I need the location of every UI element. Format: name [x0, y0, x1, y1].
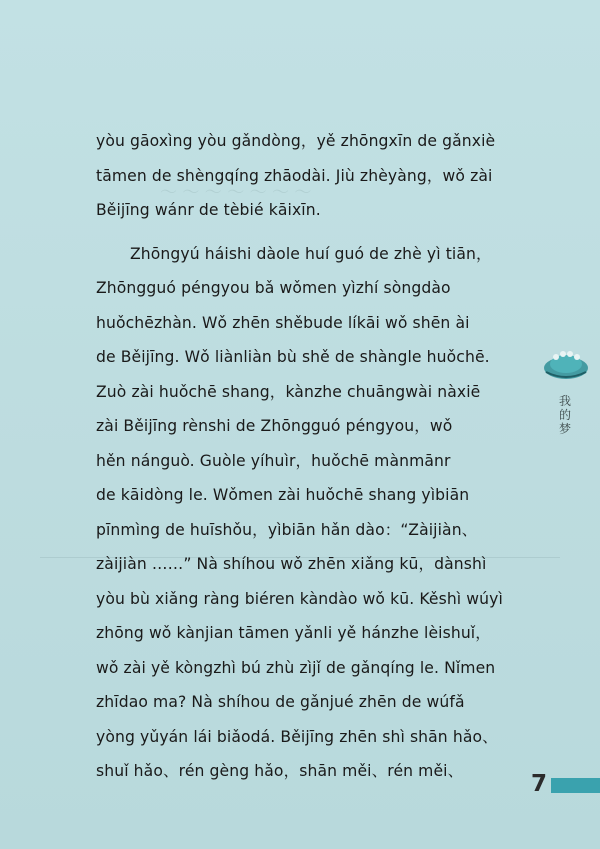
text-line: zhīdao ma? Nà shíhou de gǎnjué zhēn de wúfǎ — [96, 693, 465, 711]
side-title-char: 梦 — [558, 422, 571, 436]
paragraph-gap — [96, 228, 536, 237]
paragraph-2 — [96, 237, 536, 789]
side-title-char: 我 — [558, 394, 571, 408]
text-line: huǒchēzhàn. Wǒ zhēn shěbude líkāi wǒ shēn ài — [96, 313, 470, 332]
text-line: Zhōngyú háishi dàole huí guó de zhè yì tiān， — [130, 244, 492, 263]
text-line: pīnmìng de huīshǒu，yìbiān hǎn dào：“Zàijiàn、 — [96, 520, 478, 539]
text-line: shuǐ hǎo、rén gèng hǎo，shān měi、rén měi、 — [96, 762, 464, 780]
text-line: Zuò zài huǒchē shang，kànzhe chuāngwài nàxiē — [96, 382, 481, 401]
text-line: wǒ zài yě kòngzhì bú zhù zìjǐ de gǎnqíng le. Nǐmen — [96, 658, 496, 677]
text-line: zài Běijīng rènshi de Zhōngguó péngyou，wǒ — [96, 417, 453, 435]
text-line: de Běijīng. Wǒ liànliàn bù shě de shàngle huǒchē. — [96, 348, 490, 366]
text-line: de kāidòng le. Wǒmen zài huǒchē shang yìbiān — [96, 486, 470, 504]
side-title — [557, 394, 573, 436]
text-line: hěn nánguò. Guòle yíhuìr，huǒchē mànmānr — [96, 451, 451, 470]
text-line: yòu gāoxìng yòu gǎndòng，yě zhōngxīn de gǎnxiè — [96, 132, 496, 150]
page-number-bar — [551, 778, 600, 793]
wreath-illustration-icon — [540, 342, 590, 382]
text-line: Zhōngguó péngyou bǎ wǒmen yìzhí sòngdào — [96, 279, 451, 297]
paragraph-1 — [96, 124, 536, 228]
bleed-through-decoration: 〜 〜 〜 〜 〜 〜 〜 — [160, 183, 312, 203]
text-line: yòu bù xiǎng ràng biéren kàndào wǒ kū. Kěshì wúyì — [96, 589, 503, 608]
text-line: zàijiàn ……” Nà shíhou wǒ zhēn xiǎng kū，dànshì — [96, 555, 487, 573]
page-number: 7 — [531, 771, 548, 797]
text-line: tāmen de shèngqíng zhāodài. Jiù zhèyàng，wǒ zài — [96, 166, 493, 185]
text-line: yòng yǔyán lái biǎodá. Běijīng zhēn shì shān hǎo、 — [96, 727, 498, 746]
side-title-char: 的 — [558, 408, 571, 422]
body-text — [96, 124, 536, 789]
text-line: zhōng wǒ kànjian tāmen yǎnli yě hánzhe lèishuǐ， — [96, 624, 491, 642]
text-line: Běijīng wánr de tèbié kāixīn. — [96, 201, 321, 219]
